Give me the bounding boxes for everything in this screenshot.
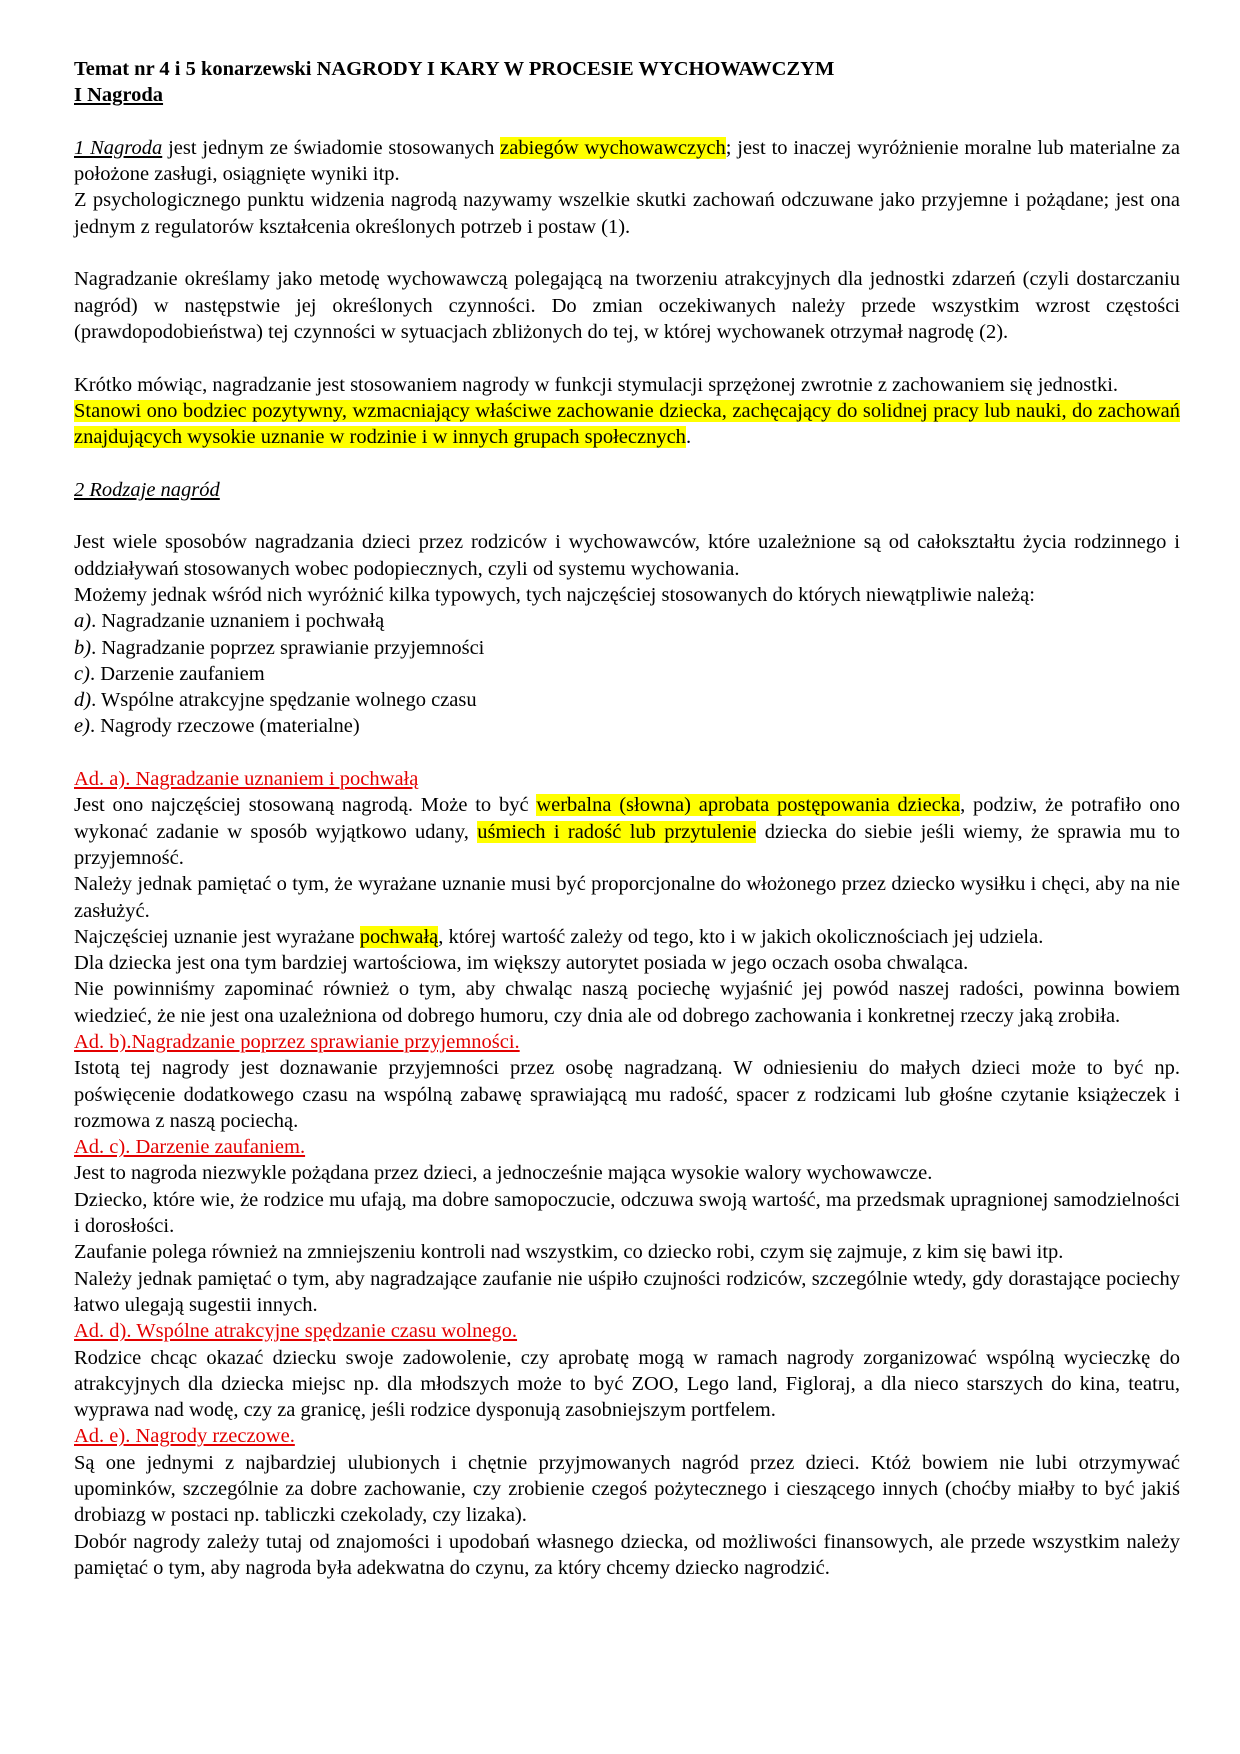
paragraph — [74, 82, 1180, 108]
paragraph — [74, 792, 1180, 871]
section-heading — [74, 1134, 1180, 1160]
text-run: , której wartość zależy od tego, kto i w jakich okolicznościach jej udziela. — [438, 925, 1044, 948]
paragraph — [74, 1529, 1180, 1582]
highlighted-text: Stanowi ono bodziec pozytywny, wzmacniający właściwe zachowanie dziecka, zachęcający do solidnej pracy lub nauki, do zachowań znajdujących wysokie uznanie w rodzinie i w innych grupach społecznych — [74, 399, 1180, 449]
section-heading — [74, 1423, 1180, 1449]
paragraph — [74, 976, 1180, 1029]
document-page — [74, 56, 1180, 1581]
text-run: c) — [74, 662, 90, 685]
paragraph — [74, 1160, 1180, 1186]
text-run: Istotą tej nagrody jest doznawanie przyjemności przez osobę nagradzaną. W odniesieniu do małych dzieci może to być np. poświęcenie dodatkowego czasu na wspólną zabawę sprawiającą mu radość, spacer z rodzicami lub głośne czytanie książeczek i rozmowa z naszą pociechą. — [74, 1057, 1180, 1132]
paragraph — [74, 372, 1180, 398]
paragraph — [74, 661, 1180, 687]
text-run: I Nagroda — [74, 84, 164, 107]
text-run: Ad. b).Nagradzanie poprzez sprawianie przyjemności. — [74, 1030, 520, 1053]
document-section — [74, 266, 1180, 345]
paragraph — [74, 713, 1180, 739]
text-run: Jest wiele sposobów nagradzania dzieci przez rodziców i wychowawców, które uzależnione są od całokształtu życia rodzinnego i oddziaływań stosowanych wobec podopiecznych, czyli od systemu wychowania. — [74, 531, 1180, 580]
paragraph — [74, 687, 1180, 713]
text-run: . Nagradzanie poprzez sprawianie przyjemności — [91, 636, 485, 659]
paragraph — [74, 1450, 1180, 1529]
section-heading — [74, 766, 1180, 792]
text-run: Rodzice chcąc okazać dziecku swoje zadowolenie, czy aprobatę mogą w ramach nagrody zorganizować wspólną wycieczkę do atrakcyjnych dla dziecka miejsc np. dla młodszych może to być ZOO, Lego land, Figloraj, a dla nieco starszych do kina, teatru, wyprawa nad wodę, czy za granicę, jeśli rodzice dysponują zasobniejszym portfelem. — [74, 1346, 1180, 1422]
document-section — [74, 477, 1180, 503]
text-run: d) — [74, 689, 92, 712]
text-run: . Nagrody rzeczowe (materialne) — [89, 715, 360, 738]
highlighted-text: zabiegów wychowawczych — [500, 136, 726, 159]
highlighted-text: uśmiech i radość lub przytulenie — [477, 820, 757, 843]
text-run: Są one jednymi z najbardziej ulubionych i chętnie przyjmowanych nagród przez dzieci. Któż bowiem nie lubi otrzymywać upominków, szczególnie za dobre zachowanie, czy zrobienie czegoś pożytecznego i cieszącego innych (choćby miałby to być jakiś drobiazg w postaci np. tabliczki czekolady, czy lizaka). — [74, 1451, 1180, 1527]
document-section — [74, 372, 1180, 451]
paragraph — [74, 398, 1180, 451]
text-run: Krótko mówiąc, nagradzanie jest stosowaniem nagrody w funkcji stymulacji sprzężonej zwrotnie z zachowaniem się jednostki. — [74, 373, 1119, 396]
text-run: Nie powinniśmy zapominać również o tym, aby chwaląc naszą pociechę wyjaśnić jej powód naszej radości, powinna bowiem wiedzieć, że nie jest ona uzależniona od dobrego humoru, czy dnia ale od dobrego zachowania i konkretnej rzeczy jaką zrobiła. — [74, 978, 1180, 1027]
highlighted-text: pochwałą — [359, 925, 439, 948]
section-heading — [74, 1029, 1180, 1055]
text-run: Możemy jednak wśród nich wyróżnić kilka typowych, tych najczęściej stosowanych do których niewątpliwie należą: — [74, 583, 1035, 606]
text-run: Należy jednak pamiętać o tym, aby nagradzające zaufanie nie uśpiło czujności rodziców, szczególnie wtedy, gdy dorastające pociechy łatwo ulegają sugestii innych. — [74, 1267, 1180, 1316]
paragraph — [74, 924, 1180, 950]
text-run: Nagradzanie określamy jako metodę wychowawczą polegającą na tworzeniu atrakcyjnych dla jednostki zdarzeń (czyli dostarczaniu nagród) w następstwie jej określonych czynności. Do zmian oczekiwanych należy przede wszystkim wzrost częstości (prawdopodobieństwa) tej czynności w sytuacjach zbliżonych do tej, w której wychowanek otrzymał nagrodę (2). — [74, 268, 1180, 343]
paragraph — [74, 1266, 1180, 1319]
paragraph — [74, 582, 1180, 608]
text-run: a) — [74, 610, 92, 633]
document-section — [74, 135, 1180, 240]
text-run: Należy jednak pamiętać o tym, że wyrażane uznanie musi być proporcjonalne do włożonego przez dziecko wysiłku i chęci, aby na nie zasłużyć. — [74, 873, 1180, 922]
paragraph — [74, 871, 1180, 924]
text-run: ; jest to inaczej wyróżnienie moralne lub materialne za położone zasługi, osiągnięte wyniki itp. — [74, 136, 1180, 186]
text-run: Jest to nagroda niezwykle pożądana przez dzieci, a jednocześnie mająca wysokie walory wychowawcze. — [74, 1162, 933, 1185]
text-run: Z psychologicznego punktu widzenia nagrodą nazywamy wszelkie skutki zachowań odczuwane jako przyjemne i pożądane; jest ona jednym z regulatorów kształcenia określonych potrzeb i postaw (1). — [74, 189, 1180, 238]
paragraph — [74, 135, 1180, 188]
paragraph — [74, 1239, 1180, 1265]
text-run: . — [685, 426, 692, 449]
text-run: , podziw, że potrafiło ono wykonać zadanie w sposób wyjątkowo udany, — [74, 794, 1181, 843]
text-run: jest jednym ze świadomie stosowanych — [162, 136, 501, 159]
document-title — [74, 56, 1180, 82]
text-run: Ad. c). Darzenie zaufaniem. — [74, 1136, 306, 1159]
paragraph — [74, 187, 1180, 240]
section-heading — [74, 1318, 1180, 1344]
text-run: . Darzenie zaufaniem — [89, 662, 265, 685]
text-run: Zaufanie polega również na zmniejszeniu kontroli nad wszystkim, co dziecko robi, czym się zajmuje, z kim się bawi itp. — [74, 1241, 1064, 1264]
paragraph — [74, 477, 1180, 503]
document-section — [74, 766, 1180, 1581]
text-run: Jest ono najczęściej stosowaną nagrodą. Może to być — [74, 794, 537, 817]
paragraph — [74, 950, 1180, 976]
text-run: e) — [74, 715, 90, 738]
paragraph — [74, 608, 1180, 634]
paragraph — [74, 635, 1180, 661]
paragraph — [74, 1345, 1180, 1424]
highlighted-text: werbalna (słowna) aprobata postępowania dziecka — [536, 794, 961, 817]
text-run: . Nagradzanie uznaniem i pochwałą — [91, 610, 385, 633]
paragraph — [74, 529, 1180, 582]
text-run: 2 Rodzaje nagród — [74, 478, 220, 501]
text-run: Temat nr 4 i 5 konarzewski NAGRODY I KARY W PROCESIE WYCHOWAWCZYM — [74, 58, 835, 80]
document-section — [74, 529, 1180, 739]
text-run: 1 Nagroda — [74, 136, 163, 159]
paragraph — [74, 266, 1180, 345]
text-run: Ad. a). Nagradzanie uznaniem i pochwałą — [74, 768, 419, 791]
text-run: Ad. e). Nagrody rzeczowe. — [74, 1425, 295, 1448]
text-run: b) — [74, 636, 92, 659]
text-run: . Wspólne atrakcyjne spędzanie wolnego czasu — [91, 689, 477, 712]
text-run: Dziecko, które wie, że rodzice mu ufają, ma dobre samopoczucie, odczuwa swoją wartość, ma przedsmak upragnionej samodzielności i dorosłości. — [74, 1188, 1180, 1238]
text-run: Dla dziecka jest ona tym bardziej wartościowa, im większy autorytet posiada w jego oczach osoba chwaląca. — [74, 952, 969, 975]
text-run: Ad. d). Wspólne atrakcyjne spędzanie czasu wolnego. — [74, 1320, 518, 1343]
text-run: Najczęściej uznanie jest wyrażane — [74, 925, 360, 948]
paragraph — [74, 1187, 1180, 1240]
document-section — [74, 56, 1180, 109]
paragraph — [74, 1055, 1180, 1134]
text-run: Dobór nagrody zależy tutaj od znajomości i upodobań własnego dziecka, od możliwości finansowych, ale przede wszystkim należy pamiętać o tym, aby nagroda była adekwatna do czynu, za który chcemy dziecko nagrodzić. — [74, 1530, 1180, 1579]
text-run: dziecka do siebie jeśli wiemy, że sprawia mu to przyjemność. — [74, 820, 1180, 869]
